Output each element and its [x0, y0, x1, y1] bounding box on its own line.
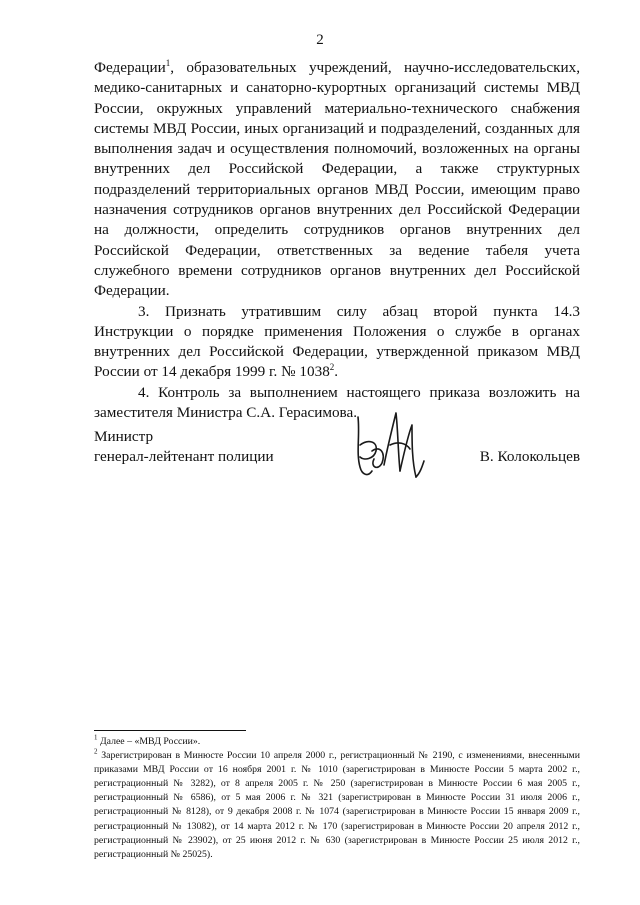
page-number: 2: [316, 32, 324, 48]
signatory-position: Министр: [94, 428, 154, 445]
footnote-text: Далее – «МВД России».: [97, 736, 201, 747]
document-body: [94, 58, 580, 423]
footnote-text: Зарегистрирован в Минюсте России 10 апреля 2000 г., регистрационный № 2190, с изменениями, внесенными приказами МВД России от 16 ноября 2001 г. № 1010 (зарегистрирован в Минюсте России 5 марта 2002 г., регистрационный № 3282), от 8 апреля 2005 г. № 250 (зарегистрирован в Минюсте России 6 мая 2005 г., регистрационный № 6586), от 5 мая 2006 г. № 321 (зарегистрирован в Минюсте России 31 июля 2006 г., регистрационный № 8128), от 9 декабря 2008 г. № 1074 (зарегистрирован в Минюсте России 15 января 2009 г., регистрационный № 13082), от 14 марта 2012 г. № 170 (зарегистрирован в Минюсте России 20 апреля 2012 г., регистрационный № 23902), от 25 июня 2012 г. № 630 (зарегистрирован в Минюсте России 25 июля 2012 г., регистрационный № 25025).: [94, 750, 580, 860]
paragraph-text: .: [334, 363, 339, 381]
footnote-ref-1: 1: [165, 57, 171, 68]
signatory-rank: генерал-лейтенант полиции: [94, 448, 274, 466]
footnote-divider: [94, 730, 246, 731]
signature-block: [94, 427, 580, 477]
paragraph-text: Федерации: [94, 59, 166, 76]
handwritten-signature-icon: [350, 405, 428, 485]
paragraph-text: 3. Признать утратившим силу абзац второй пункта 14.3 Инструкции о порядке применения Положения о службе в органах внутренних дел Российской Федерации, утвержденной приказом МВД России от 14 декабря 1999 г. № 1038: [94, 302, 580, 381]
paragraph-4: 4. Контроль за выполнением настоящего приказа возложить на заместителя Министра С.А. Герасимова.: [94, 383, 580, 422]
footnote-mark: 1: [94, 733, 98, 742]
footnote-2: [94, 749, 580, 862]
footnote-mark: 2: [94, 747, 98, 756]
signatory-name: В. Колокольцев: [479, 448, 580, 465]
signatory-title: [94, 427, 274, 468]
paragraph-3: [94, 302, 580, 383]
paragraph-text: , образовательных учреждений, научно-исследовательских, медико-санитарных и санаторно-курортных организаций системы МВД России, окружных управлений материально-технического снабжения системы МВД России, иных организаций и подразделений, созданных для выполнения задач и осуществления полномочий, возложенных на органы внутренних дел Российской Федерации, а также структурных подразделений территориальных органов МВД России, имеющим право назначения сотрудников органов внутренних дел Российской Федерации на должности, определить сотрудников органов внутренних дел Российской Федерации, ответственных за ведение табеля учета служебного времени сотрудников органов внутренних дел Российской Федерации.: [94, 59, 580, 300]
footnote-ref-2: 2: [329, 362, 335, 373]
footnotes: [94, 735, 580, 862]
footnote-1: [94, 735, 580, 749]
paragraph-continuation: [94, 58, 580, 302]
